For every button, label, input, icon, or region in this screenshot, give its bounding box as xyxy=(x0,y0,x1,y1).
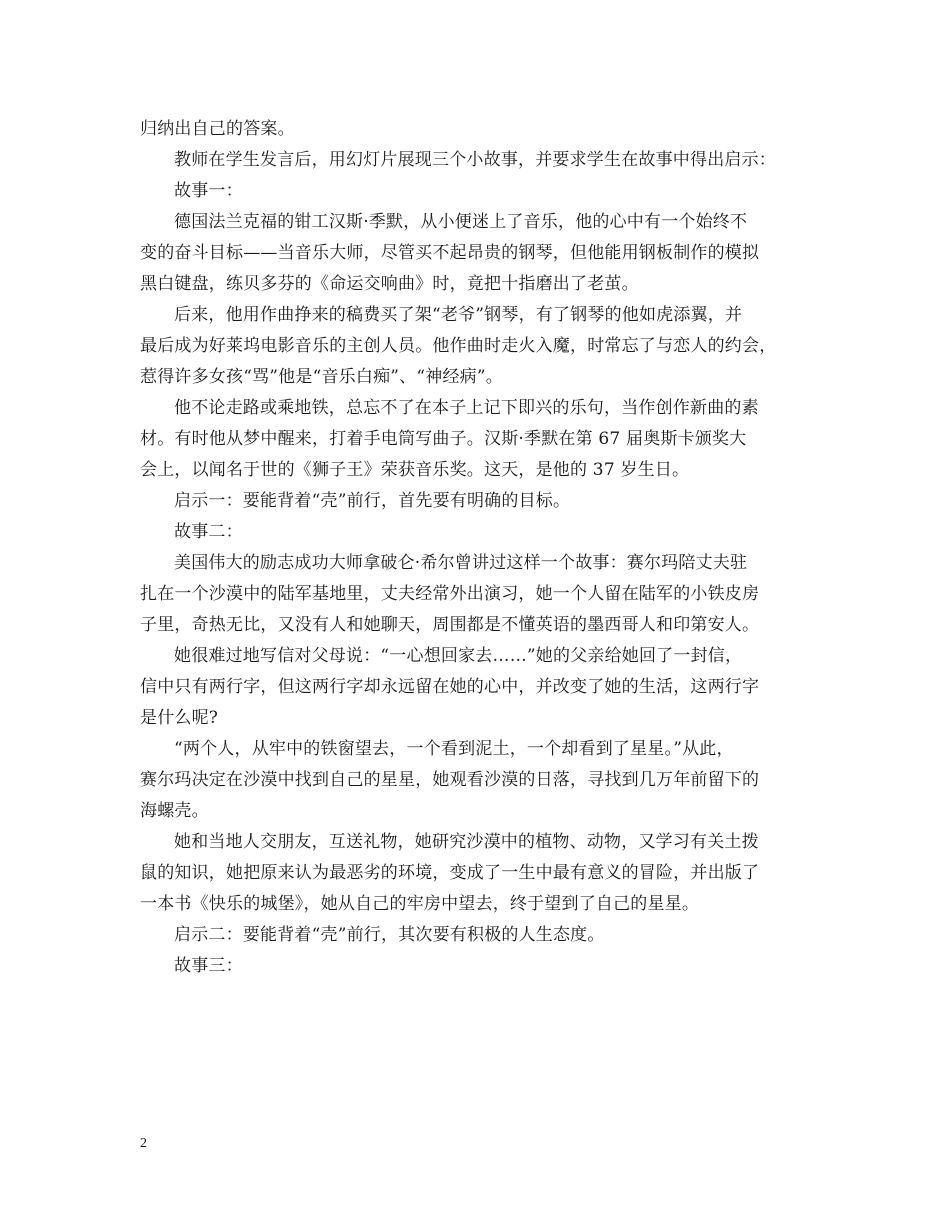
text-line: 美国伟大的励志成功大师拿破仑·希尔曾讲过这样一个故事：赛尔玛陪丈夫驻 xyxy=(174,553,748,573)
text-line: 惹得许多女孩“骂”他是“音乐白痴”、“神经病”。 xyxy=(140,367,503,387)
text-line: 黑白键盘，练贝多芬的《命运交响曲》时，竟把十指磨出了老茧。 xyxy=(140,274,639,294)
page-number: 2 xyxy=(140,1136,147,1151)
text-line: “两个人，从牢中的铁窗望去，一个看到泥土，一个却看到了星星。”从此， xyxy=(174,739,734,759)
text-line: 德国法兰克福的钳工汉斯·季默，从小便迷上了音乐，他的心中有一个始终不 xyxy=(174,212,748,232)
text-line: 一本书《快乐的城堡》，她从自己的牢房中望去，终于望到了自己的星星。 xyxy=(140,894,700,914)
text-line: 她很难过地写信对父母说：“一心想回家去……”她的父亲给她回了一封信， xyxy=(174,646,743,666)
text-line: 会上，以闻名于世的《狮子王》荣获音乐奖。这天，是他的 37 岁生日。 xyxy=(140,460,690,480)
text-line: 启示二：要能背着“壳”前行，其次要有积极的人生态度。 xyxy=(174,925,605,945)
text-line: 鼠的知识，她把原来认为最恶劣的环境，变成了一生中最有意义的冒险，并出版了 xyxy=(140,863,760,883)
text-line: 她和当地人交朋友，互送礼物，她研究沙漠中的植物、动物，又学习有关土拨 xyxy=(174,832,759,852)
text-line: 子里，奇热无比，又没有人和她聊天，周围都是不懂英语的墨西哥人和印第安人。 xyxy=(140,615,760,635)
text-line: 材。有时他从梦中醒来，打着手电筒写曲子。汉斯·季默在第 67 届奥斯卡颁奖大 xyxy=(140,429,747,449)
text-line: 后来，他用作曲挣来的稿费买了架“老爷”钢琴，有了钢琴的他如虎添翼，并 xyxy=(174,305,743,325)
text-line: 归纳出自己的答案。 xyxy=(140,119,295,139)
text-line: 扎在一个沙漠中的陆军基地里，丈夫经常外出演习，她一个人留在陆军的小铁皮房 xyxy=(140,584,760,604)
text-line: 信中只有两行字，但这两行字却永远留在她的心中，并改变了她的生活，这两行字 xyxy=(140,677,760,697)
text-line: 故事一： xyxy=(174,181,243,201)
text-line: 故事二： xyxy=(174,522,243,542)
text-line: 故事三： xyxy=(174,956,243,976)
text-line: 变的奋斗目标——当音乐大师，尽管买不起昂贵的钢琴，但他能用钢板制作的模拟 xyxy=(140,243,760,263)
text-line: 海螺壳。 xyxy=(140,801,209,821)
document-body xyxy=(140,114,820,982)
text-line: 启示一：要能背着“壳”前行，首先要有明确的目标。 xyxy=(174,491,571,511)
text-line: 教师在学生发言后，用幻灯片展现三个小故事，并要求学生在故事中得出启示： xyxy=(174,150,776,170)
text-line: 赛尔玛决定在沙漠中找到自己的星星，她观看沙漠的日落，寻找到几万年前留下的 xyxy=(140,770,760,790)
text-line: 是什么呢? xyxy=(140,708,219,728)
text-line: 他不论走路或乘地铁，总忘不了在本子上记下即兴的乐句，当作创作新曲的素 xyxy=(174,398,759,418)
text-line: 最后成为好莱坞电影音乐的主创人员。他作曲时走火入魔，时常忘了与恋人的约会， xyxy=(140,336,777,356)
